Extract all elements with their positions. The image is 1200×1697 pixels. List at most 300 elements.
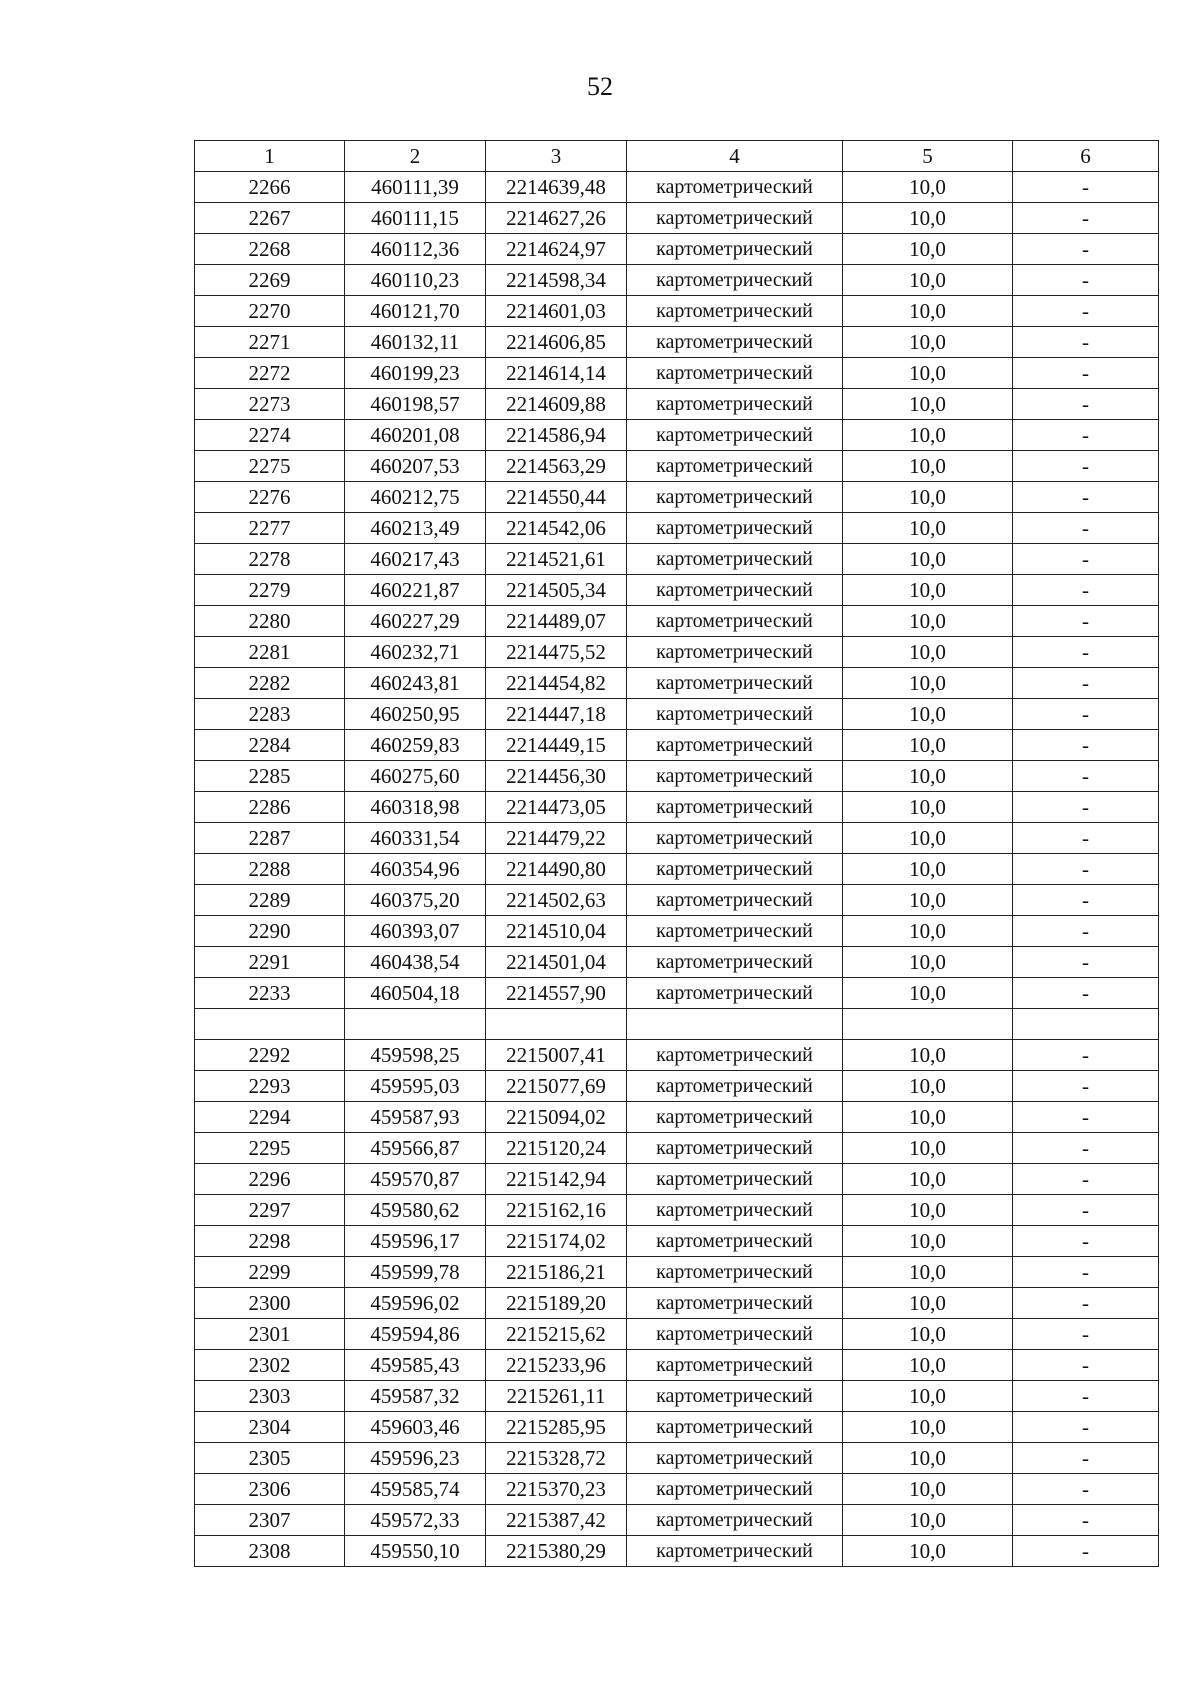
point-number-cell: 2305 (195, 1443, 345, 1474)
point-number-cell: 2267 (195, 203, 345, 234)
method-cell: картометрический (627, 234, 843, 265)
y-coordinate-cell: 2214624,97 (486, 234, 627, 265)
note-cell: - (1013, 513, 1159, 544)
accuracy-cell: 10,0 (843, 513, 1013, 544)
method-cell: картометрический (627, 513, 843, 544)
table-row (195, 916, 1159, 947)
method-cell: картометрический (627, 1381, 843, 1412)
x-coordinate-cell: 459587,93 (345, 1102, 486, 1133)
x-coordinate-cell: 459580,62 (345, 1195, 486, 1226)
accuracy-cell: 10,0 (843, 1226, 1013, 1257)
x-coordinate-cell: 459585,74 (345, 1474, 486, 1505)
point-number-cell: 2293 (195, 1071, 345, 1102)
point-number-cell: 2302 (195, 1350, 345, 1381)
y-coordinate-cell: 2214542,06 (486, 513, 627, 544)
point-number-cell: 2300 (195, 1288, 345, 1319)
table-row (195, 172, 1159, 203)
y-coordinate-cell: 2215285,95 (486, 1412, 627, 1443)
accuracy-cell: 10,0 (843, 637, 1013, 668)
y-coordinate-cell: 2215261,11 (486, 1381, 627, 1412)
point-number-cell: 2272 (195, 358, 345, 389)
method-cell: картометрический (627, 482, 843, 513)
point-number-cell: 2273 (195, 389, 345, 420)
y-coordinate-cell: 2214521,61 (486, 544, 627, 575)
point-number-cell: 2271 (195, 327, 345, 358)
table-row (195, 1381, 1159, 1412)
method-cell: картометрический (627, 1164, 843, 1195)
y-coordinate-cell: 2214489,07 (486, 606, 627, 637)
method-cell: картометрический (627, 1195, 843, 1226)
table-row (195, 1474, 1159, 1505)
point-number-cell: 2284 (195, 730, 345, 761)
x-coordinate-cell: 459596,02 (345, 1288, 486, 1319)
y-coordinate-cell: 2215380,29 (486, 1536, 627, 1567)
y-coordinate-cell: 2215189,20 (486, 1288, 627, 1319)
note-cell: - (1013, 1350, 1159, 1381)
table-row (195, 1505, 1159, 1536)
method-cell: картометрический (627, 1412, 843, 1443)
table-row (195, 1443, 1159, 1474)
point-number-cell: 2274 (195, 420, 345, 451)
method-cell: картометрический (627, 730, 843, 761)
y-coordinate-cell: 2214627,26 (486, 203, 627, 234)
note-cell: - (1013, 1412, 1159, 1443)
method-cell: картометрический (627, 451, 843, 482)
note-cell: - (1013, 482, 1159, 513)
note-cell: - (1013, 947, 1159, 978)
y-coordinate-cell: 2214598,34 (486, 265, 627, 296)
method-cell: картометрический (627, 1350, 843, 1381)
y-coordinate-cell: 2215387,42 (486, 1505, 627, 1536)
point-number-cell: 2296 (195, 1164, 345, 1195)
x-coordinate-cell: 460318,98 (345, 792, 486, 823)
table-row (195, 1288, 1159, 1319)
note-cell: - (1013, 978, 1159, 1009)
table-row (195, 358, 1159, 389)
x-coordinate-cell: 460111,15 (345, 203, 486, 234)
accuracy-cell: 10,0 (843, 544, 1013, 575)
point-number-cell: 2280 (195, 606, 345, 637)
accuracy-cell: 10,0 (843, 1102, 1013, 1133)
table-row (195, 1071, 1159, 1102)
accuracy-cell: 10,0 (843, 575, 1013, 606)
table-row (195, 1536, 1159, 1567)
note-cell: - (1013, 265, 1159, 296)
table-row (195, 203, 1159, 234)
x-coordinate-cell: 459587,32 (345, 1381, 486, 1412)
y-coordinate-cell: 2214550,44 (486, 482, 627, 513)
note-cell: - (1013, 1195, 1159, 1226)
note-cell: - (1013, 823, 1159, 854)
note-cell: - (1013, 1288, 1159, 1319)
table-row (195, 792, 1159, 823)
note-cell: - (1013, 1164, 1159, 1195)
method-cell: картометрический (627, 792, 843, 823)
method-cell: картометрический (627, 1288, 843, 1319)
point-number-cell: 2270 (195, 296, 345, 327)
x-coordinate-cell: 459603,46 (345, 1412, 486, 1443)
accuracy-cell: 10,0 (843, 265, 1013, 296)
note-cell: - (1013, 1133, 1159, 1164)
y-coordinate-cell: 2215370,23 (486, 1474, 627, 1505)
accuracy-cell: 10,0 (843, 1474, 1013, 1505)
note-cell: - (1013, 296, 1159, 327)
note-cell: - (1013, 451, 1159, 482)
table-row (195, 575, 1159, 606)
accuracy-cell: 10,0 (843, 1040, 1013, 1071)
note-cell: - (1013, 203, 1159, 234)
point-number-cell: 2282 (195, 668, 345, 699)
point-number-cell: 2288 (195, 854, 345, 885)
accuracy-cell: 10,0 (843, 1071, 1013, 1102)
x-coordinate-cell: 460438,54 (345, 947, 486, 978)
method-cell: картометрический (627, 978, 843, 1009)
accuracy-cell: 10,0 (843, 1195, 1013, 1226)
method-cell (627, 1009, 843, 1040)
y-coordinate-cell: 2214449,15 (486, 730, 627, 761)
point-number-cell: 2268 (195, 234, 345, 265)
method-cell: картометрический (627, 606, 843, 637)
x-coordinate-cell: 459570,87 (345, 1164, 486, 1195)
accuracy-cell: 10,0 (843, 916, 1013, 947)
method-cell: картометрический (627, 699, 843, 730)
x-coordinate-cell: 460111,39 (345, 172, 486, 203)
note-cell: - (1013, 1319, 1159, 1350)
accuracy-cell: 10,0 (843, 947, 1013, 978)
accuracy-cell: 10,0 (843, 730, 1013, 761)
y-coordinate-cell: 2214614,14 (486, 358, 627, 389)
y-coordinate-cell: 2214475,52 (486, 637, 627, 668)
point-number-cell: 2286 (195, 792, 345, 823)
table-row (195, 761, 1159, 792)
y-coordinate-cell: 2215142,94 (486, 1164, 627, 1195)
note-cell: - (1013, 1257, 1159, 1288)
point-number-cell: 2306 (195, 1474, 345, 1505)
y-coordinate-cell: 2214501,04 (486, 947, 627, 978)
x-coordinate-cell: 459599,78 (345, 1257, 486, 1288)
y-coordinate-cell: 2214557,90 (486, 978, 627, 1009)
y-coordinate-cell: 2215328,72 (486, 1443, 627, 1474)
accuracy-cell: 10,0 (843, 389, 1013, 420)
x-coordinate-cell: 460121,70 (345, 296, 486, 327)
method-cell: картометрический (627, 265, 843, 296)
table-row (195, 1257, 1159, 1288)
x-coordinate-cell: 460259,83 (345, 730, 486, 761)
x-coordinate-cell: 460112,36 (345, 234, 486, 265)
table-row (195, 1195, 1159, 1226)
point-number-cell: 2295 (195, 1133, 345, 1164)
method-cell: картометрический (627, 389, 843, 420)
accuracy-cell: 10,0 (843, 606, 1013, 637)
x-coordinate-cell: 459594,86 (345, 1319, 486, 1350)
x-coordinate-cell: 460110,23 (345, 265, 486, 296)
page-number: 52 (587, 72, 613, 101)
table-row (195, 1226, 1159, 1257)
column-header: 5 (843, 141, 1013, 172)
y-coordinate-cell: 2214490,80 (486, 854, 627, 885)
method-cell: картометрический (627, 172, 843, 203)
accuracy-cell: 10,0 (843, 451, 1013, 482)
table-row (195, 1133, 1159, 1164)
y-coordinate-cell: 2215233,96 (486, 1350, 627, 1381)
accuracy-cell: 10,0 (843, 854, 1013, 885)
accuracy-cell: 10,0 (843, 1412, 1013, 1443)
method-cell: картометрический (627, 1443, 843, 1474)
x-coordinate-cell: 460199,23 (345, 358, 486, 389)
note-cell: - (1013, 1102, 1159, 1133)
table-row (195, 823, 1159, 854)
point-number-cell: 2279 (195, 575, 345, 606)
x-coordinate-cell: 459572,33 (345, 1505, 486, 1536)
point-number-cell: 2303 (195, 1381, 345, 1412)
accuracy-cell (843, 1009, 1013, 1040)
table-row (195, 668, 1159, 699)
accuracy-cell: 10,0 (843, 699, 1013, 730)
method-cell: картометрический (627, 1102, 843, 1133)
note-cell: - (1013, 699, 1159, 730)
accuracy-cell: 10,0 (843, 1257, 1013, 1288)
point-number-cell: 2298 (195, 1226, 345, 1257)
accuracy-cell: 10,0 (843, 203, 1013, 234)
x-coordinate-cell: 459585,43 (345, 1350, 486, 1381)
y-coordinate-cell: 2214609,88 (486, 389, 627, 420)
note-cell: - (1013, 792, 1159, 823)
method-cell: картометрический (627, 916, 843, 947)
y-coordinate-cell: 2215120,24 (486, 1133, 627, 1164)
method-cell: картометрический (627, 358, 843, 389)
accuracy-cell: 10,0 (843, 1505, 1013, 1536)
note-cell: - (1013, 327, 1159, 358)
point-number-cell: 2301 (195, 1319, 345, 1350)
table-row (195, 482, 1159, 513)
note-cell: - (1013, 1226, 1159, 1257)
x-coordinate-cell: 460132,11 (345, 327, 486, 358)
table-header-row (195, 141, 1159, 172)
table-row (195, 1350, 1159, 1381)
note-cell: - (1013, 1040, 1159, 1071)
point-number-cell: 2285 (195, 761, 345, 792)
column-header: 1 (195, 141, 345, 172)
method-cell: картометрический (627, 1226, 843, 1257)
note-cell: - (1013, 730, 1159, 761)
accuracy-cell: 10,0 (843, 1319, 1013, 1350)
point-number-cell (195, 1009, 345, 1040)
table-row (195, 513, 1159, 544)
point-number-cell: 2299 (195, 1257, 345, 1288)
table-row (195, 699, 1159, 730)
note-cell: - (1013, 885, 1159, 916)
method-cell: картометрический (627, 885, 843, 916)
table-row (195, 234, 1159, 265)
x-coordinate-cell: 460504,18 (345, 978, 486, 1009)
point-number-cell: 2289 (195, 885, 345, 916)
x-coordinate-cell: 460213,49 (345, 513, 486, 544)
point-number-cell: 2276 (195, 482, 345, 513)
column-header: 2 (345, 141, 486, 172)
method-cell: картометрический (627, 1505, 843, 1536)
x-coordinate-cell: 460243,81 (345, 668, 486, 699)
note-cell: - (1013, 668, 1159, 699)
accuracy-cell: 10,0 (843, 1443, 1013, 1474)
note-cell: - (1013, 1071, 1159, 1102)
note-cell: - (1013, 358, 1159, 389)
point-number-cell: 2278 (195, 544, 345, 575)
y-coordinate-cell: 2214510,04 (486, 916, 627, 947)
column-header: 3 (486, 141, 627, 172)
method-cell: картометрический (627, 947, 843, 978)
point-number-cell: 2290 (195, 916, 345, 947)
y-coordinate-cell: 2214479,22 (486, 823, 627, 854)
note-cell: - (1013, 1443, 1159, 1474)
table-row (195, 420, 1159, 451)
y-coordinate-cell: 2214473,05 (486, 792, 627, 823)
y-coordinate-cell: 2214563,29 (486, 451, 627, 482)
accuracy-cell: 10,0 (843, 358, 1013, 389)
y-coordinate-cell: 2214447,18 (486, 699, 627, 730)
x-coordinate-cell: 460217,43 (345, 544, 486, 575)
accuracy-cell: 10,0 (843, 668, 1013, 699)
point-number-cell: 2297 (195, 1195, 345, 1226)
point-number-cell: 2307 (195, 1505, 345, 1536)
point-number-cell: 2275 (195, 451, 345, 482)
note-cell: - (1013, 1505, 1159, 1536)
y-coordinate-cell: 2214639,48 (486, 172, 627, 203)
accuracy-cell: 10,0 (843, 1288, 1013, 1319)
y-coordinate-cell (486, 1009, 627, 1040)
y-coordinate-cell: 2214601,03 (486, 296, 627, 327)
table-row (195, 451, 1159, 482)
coordinates-table-body (195, 141, 1159, 1567)
table-row (195, 1164, 1159, 1195)
table-row (195, 606, 1159, 637)
x-coordinate-cell: 459595,03 (345, 1071, 486, 1102)
method-cell: картометрический (627, 1133, 843, 1164)
note-cell: - (1013, 544, 1159, 575)
x-coordinate-cell: 460275,60 (345, 761, 486, 792)
note-cell: - (1013, 420, 1159, 451)
y-coordinate-cell: 2214505,34 (486, 575, 627, 606)
point-number-cell: 2281 (195, 637, 345, 668)
method-cell: картометрический (627, 1071, 843, 1102)
note-cell: - (1013, 575, 1159, 606)
table-row (195, 389, 1159, 420)
point-number-cell: 2291 (195, 947, 345, 978)
y-coordinate-cell: 2215174,02 (486, 1226, 627, 1257)
accuracy-cell: 10,0 (843, 1133, 1013, 1164)
y-coordinate-cell: 2215094,02 (486, 1102, 627, 1133)
x-coordinate-cell: 460232,71 (345, 637, 486, 668)
note-cell: - (1013, 637, 1159, 668)
table-row (195, 854, 1159, 885)
x-coordinate-cell: 460198,57 (345, 389, 486, 420)
point-number-cell: 2233 (195, 978, 345, 1009)
accuracy-cell: 10,0 (843, 420, 1013, 451)
note-cell: - (1013, 854, 1159, 885)
method-cell: картометрический (627, 296, 843, 327)
x-coordinate-cell: 459596,23 (345, 1443, 486, 1474)
y-coordinate-cell: 2214586,94 (486, 420, 627, 451)
point-number-cell: 2304 (195, 1412, 345, 1443)
table-row (195, 1412, 1159, 1443)
x-coordinate-cell (345, 1009, 486, 1040)
y-coordinate-cell: 2214456,30 (486, 761, 627, 792)
x-coordinate-cell: 460227,29 (345, 606, 486, 637)
accuracy-cell: 10,0 (843, 296, 1013, 327)
accuracy-cell: 10,0 (843, 1381, 1013, 1412)
point-number-cell: 2277 (195, 513, 345, 544)
table-row (195, 544, 1159, 575)
x-coordinate-cell: 459550,10 (345, 1536, 486, 1567)
method-cell: картометрический (627, 854, 843, 885)
accuracy-cell: 10,0 (843, 792, 1013, 823)
table-row (195, 947, 1159, 978)
method-cell: картометрический (627, 203, 843, 234)
x-coordinate-cell: 459598,25 (345, 1040, 486, 1071)
note-cell: - (1013, 389, 1159, 420)
note-cell: - (1013, 761, 1159, 792)
y-coordinate-cell: 2215186,21 (486, 1257, 627, 1288)
x-coordinate-cell: 460201,08 (345, 420, 486, 451)
method-cell: картометрический (627, 823, 843, 854)
point-number-cell: 2269 (195, 265, 345, 296)
table-row (195, 1040, 1159, 1071)
table-row (195, 296, 1159, 327)
accuracy-cell: 10,0 (843, 761, 1013, 792)
method-cell: картометрический (627, 420, 843, 451)
table-row (195, 327, 1159, 358)
y-coordinate-cell: 2215077,69 (486, 1071, 627, 1102)
x-coordinate-cell: 460375,20 (345, 885, 486, 916)
table-row (195, 1319, 1159, 1350)
x-coordinate-cell: 460212,75 (345, 482, 486, 513)
note-cell (1013, 1009, 1159, 1040)
table-row (195, 730, 1159, 761)
y-coordinate-cell: 2215007,41 (486, 1040, 627, 1071)
method-cell: картометрический (627, 761, 843, 792)
accuracy-cell: 10,0 (843, 234, 1013, 265)
accuracy-cell: 10,0 (843, 885, 1013, 916)
table-row (195, 1009, 1159, 1040)
note-cell: - (1013, 606, 1159, 637)
method-cell: картометрический (627, 544, 843, 575)
x-coordinate-cell: 460331,54 (345, 823, 486, 854)
point-number-cell: 2294 (195, 1102, 345, 1133)
x-coordinate-cell: 459566,87 (345, 1133, 486, 1164)
method-cell: картометрический (627, 1536, 843, 1567)
x-coordinate-cell: 460250,95 (345, 699, 486, 730)
method-cell: картометрический (627, 1257, 843, 1288)
column-header: 4 (627, 141, 843, 172)
accuracy-cell: 10,0 (843, 327, 1013, 358)
y-coordinate-cell: 2215162,16 (486, 1195, 627, 1226)
accuracy-cell: 10,0 (843, 978, 1013, 1009)
accuracy-cell: 10,0 (843, 172, 1013, 203)
column-header: 6 (1013, 141, 1159, 172)
method-cell: картометрический (627, 1319, 843, 1350)
table-row (195, 265, 1159, 296)
point-number-cell: 2287 (195, 823, 345, 854)
table-row (195, 885, 1159, 916)
x-coordinate-cell: 460393,07 (345, 916, 486, 947)
point-number-cell: 2308 (195, 1536, 345, 1567)
y-coordinate-cell: 2214454,82 (486, 668, 627, 699)
note-cell: - (1013, 916, 1159, 947)
method-cell: картометрический (627, 327, 843, 358)
y-coordinate-cell: 2214502,63 (486, 885, 627, 916)
point-number-cell: 2283 (195, 699, 345, 730)
accuracy-cell: 10,0 (843, 1164, 1013, 1195)
x-coordinate-cell: 460221,87 (345, 575, 486, 606)
